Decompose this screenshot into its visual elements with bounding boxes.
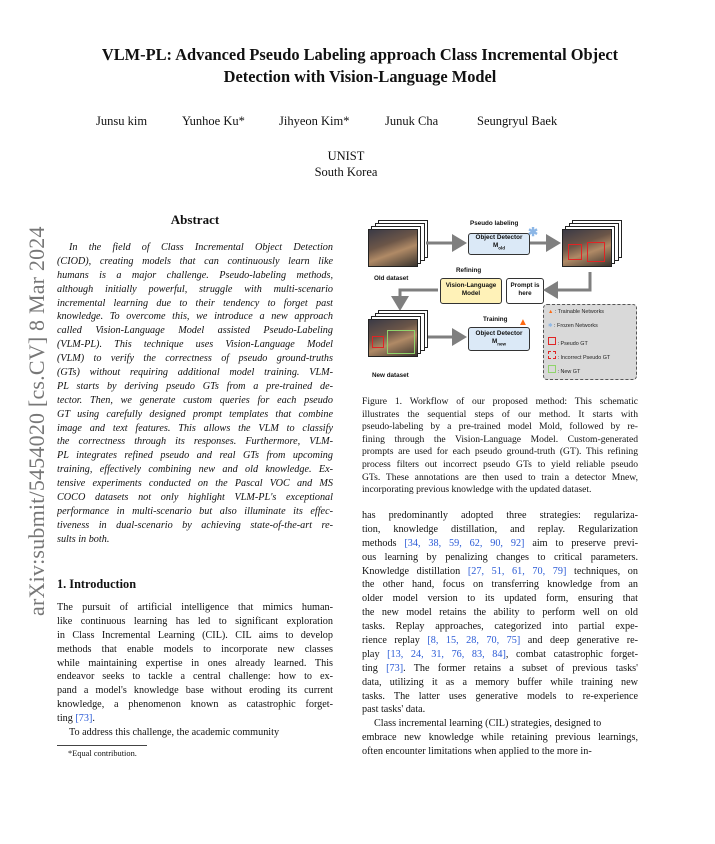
text-line: tiveness in dual-scenario by achieving state-of-the-art re- [57,519,333,531]
prompt-box: Prompt is here [506,278,544,304]
arxiv-stamp: arXiv:submit/5454020 [cs.CV] 8 Mar 2024 [24,226,49,616]
affiliation-line: UNIST [327,149,365,163]
trainable-icon: ▲ [518,317,528,328]
text-line: often encounter limitations when applied to the more in- [362,746,592,758]
text-line: The pursuit of artificial intelligence that mimics human- [57,602,333,613]
legend-label: : Incorrect Pseudo GT [557,355,611,361]
title-line: VLM-PL: Advanced Pseudo Labeling approach Class Incremental Object [101,45,619,64]
text-line: incorporating previous knowledge with the updated dataset. [362,484,592,496]
text-line: (GTs) without requiring additional model training. VLM- [57,367,333,379]
title-line: Detection with Vision-Language Model [223,67,497,86]
text-line: GTs. These annotations are then used to train a detector Mnew, [362,471,638,483]
legend-label: : Pseudo GT [557,341,588,347]
text-line: pseudo-labeling by a pre-trained model Mold, followed by re- [362,421,638,433]
model-symbol: $M_{new}$ [491,338,506,347]
pseudo-gt-swatch [548,337,556,345]
legend-label: : New GT [557,369,581,375]
text-line: humans is a major challenge. Pseudo-labeling methods, [57,269,333,281]
text-line: In the field of Class Incremental Object Detection [69,242,333,253]
text-line: past tasks' data. [362,704,426,716]
text-line: like continuous learning has led to significant exploration [57,615,333,627]
text-line: (CIOD), creating models that can continuously learn like [57,255,333,267]
incorrect-gt-swatch [548,351,556,359]
text-line: embrace new knowledge while retaining previous learnings, [362,732,638,744]
text-line: rience replay [8, 15, 28, 70, 75] and deep generative re- [362,635,638,647]
author: Junsu kim [96,114,148,128]
text-line: tector. Then, we generate custom queries for each pseudo [57,394,333,406]
text-line: process filters out incorrect pseudo GTs to yield reliable pseudo [362,458,638,470]
text-line: illustrates the sequential steps of our method. It starts with [362,408,638,420]
abstract-text [57,241,333,547]
citation-link[interactable]: [13, 24, 31, 76, 83, 84] [387,648,506,660]
legend-label: : Trainable Networks [554,309,604,315]
text-line: To address this challenge, the academic community [69,727,280,739]
abstract-heading: Abstract [170,212,220,227]
text-line: prompts are used for each pseudo ground-truth (GT). This refining [362,446,638,458]
intro-text [57,601,333,740]
new-dataset-label: New dataset [372,372,409,379]
new-dataset-images [368,310,424,352]
footnote-rule [57,745,147,746]
citation-link[interactable]: [8, 15, 28, 70, 75] [427,635,521,647]
fire-icon: ▲ [548,309,554,315]
text-line: ting [73]. The former retains a subset of previous tasks' [362,662,638,674]
text-line: methods [34, 38, 59, 62, 90, 92] aim to preserve previ- [362,537,638,549]
text-line: called Vision-Language Model assisted Pseudo-Labeling [57,325,333,337]
text-line: sults in both. [57,533,110,545]
text-line: older model version to its updated form, ensuring that [362,593,638,605]
affiliation-line: South Korea [314,165,378,179]
text-line: knowledge, a phenomenon known as catastrophic forget- [57,699,333,711]
text-line: (VLM) to verify the correctness of pseudo ground-truths [57,353,333,365]
text-line: training, effectively combining new and old knowledge. Ex- [57,464,333,476]
training-label: Training [483,316,508,323]
author-list [60,114,660,134]
detector-label: Object Detector [475,234,523,241]
author: Seungryul Baek [477,114,558,128]
text-line: the new model retains the ability to perform well on old [362,607,638,619]
text-line: incremental learning due to their tendency to forget past [57,297,333,309]
text-line: Knowledge distillation [27, 51, 61, 70, 79] techniques, on [362,565,638,577]
text-line: (VLM-PL). This technique uses Vision-Language Model [57,339,333,351]
text-line: PL integrates refined pseudo and real GTs from upcoming [57,450,333,462]
text-line: pand a model's knowledge base without eroding its current [57,685,333,697]
pseudo-labeling-label: Pseudo labeling [470,220,519,227]
text-line: fining through the Vision-Language Model. Custom-generated [362,433,638,445]
new-gt-swatch [548,365,556,373]
footnote: *Equal contribution. [68,749,137,758]
affiliation [60,148,632,180]
text-line: tasks. Replay approaches, categorized into partial expe- [362,621,638,633]
text-line: tasks. The latter uses generative models to re-experience [362,690,638,702]
legend-label: : Frozen Networks [554,323,598,329]
frozen-icon: ✱ [528,225,539,239]
citation-link[interactable]: [73] [75,713,93,725]
text-line: while maintaining expertise in ones already learned. This [57,657,333,669]
text-line: the other hand, focus on transferring knowledge from an [362,579,638,591]
model-symbol: $M_{old}$ [493,242,505,251]
object-detector-new: Object Detector $M_{new}$ [468,327,530,351]
text-line: image and text features. This allows the VLM to classify [57,422,333,434]
refining-label: Refining [456,267,482,274]
text-line: Figure 1. Workflow of our proposed method: This schematic [362,396,638,407]
text-line: GT using carefully designed prompt templates that combine [57,408,333,420]
old-dataset-label: Old dataset [374,275,409,282]
snowflake-icon: ✱ [548,323,553,329]
author: Junuk Cha [385,114,439,128]
text-line: COCO datasets not only highlight VLM-PL's exceptional [57,492,333,504]
text-line: PL starts by deriving pseudo GTs from a pre-trained de- [57,380,333,392]
author: Jihyeon Kim* [279,114,350,128]
text-line: has predominantly adopted three strategies: regulariza- [362,510,638,521]
citation-link[interactable]: [27, 51, 61, 70, 79] [467,565,567,577]
text-line: performance in multi-scenario but also illuminate its effec- [57,505,333,517]
text-line: in Class Incremental Learning (CIL). CIL aims to develop [57,629,333,641]
text-line: data, utilizing it as a memory buffer while training new [362,676,638,688]
paper-title [60,44,660,88]
text-line: although initially powerful, struggle with multi-scenario [57,283,333,295]
section-heading: 1. Introduction [57,577,137,591]
figure-caption [362,396,638,497]
figure-legend [543,304,637,380]
citation-link[interactable]: [73] [386,662,404,674]
text-line: ous learning by penalizing changes to critical parameters. [362,551,638,563]
text-line: ting [73]. [57,713,95,725]
text-line: the correctness through its responses. Furthermore, VLM- [57,436,333,448]
vision-language-model: Vision-Language Model [440,278,502,304]
text-line: tensive experiments conducted on the Pascal VOC and MS [57,478,333,490]
citation-link[interactable]: [34, 38, 59, 62, 90, 92] [404,537,525,549]
right-column-text [362,509,638,759]
text-line: knowledge. To overcome this, we introduce a new approach [57,311,333,323]
author: Yunhoe Ku* [182,114,245,128]
text-line: play [13, 24, 31, 76, 83, 84], combat catastrophic forget- [362,648,638,660]
text-line: methods that enable models to incorporate new classes [57,643,333,655]
text-line: endeavor seeks to tackle a central challenge: how to ex- [57,671,333,683]
text-line: Class incremental learning (CIL) strategies, designed to [374,718,602,730]
text-line: tion, knowledge distillation, and replay. Regularization [362,523,638,535]
workflow-figure [360,212,640,394]
